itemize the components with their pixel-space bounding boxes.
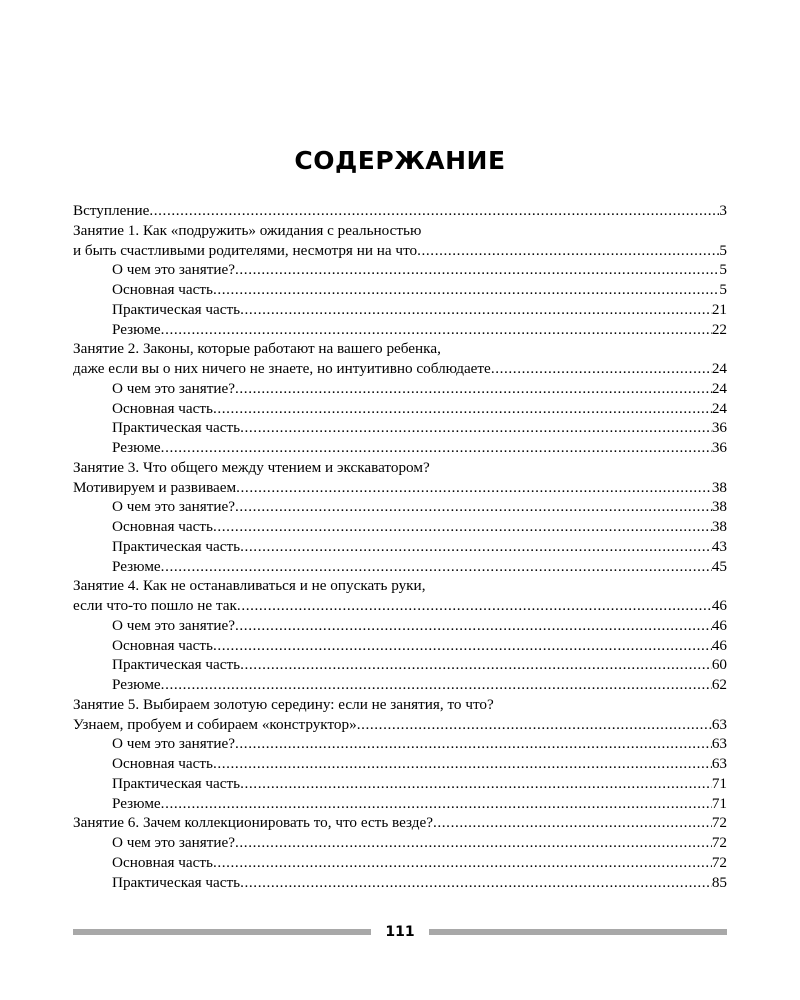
toc-subentry[interactable] — [73, 774, 727, 794]
toc-entry-title: Основная часть — [112, 518, 213, 535]
toc-entry-title: Резюме — [112, 439, 161, 456]
toc-subentry[interactable] — [73, 557, 727, 577]
toc-leader-dots — [240, 300, 712, 320]
toc-entry-title: Резюме — [112, 320, 161, 338]
toc-page-number: 43 — [711, 537, 727, 555]
toc-leader-dots — [213, 399, 712, 419]
toc-entry-title: О чем это занятие? — [112, 616, 235, 634]
toc-entry-title: Основная часть — [112, 755, 213, 772]
toc-entry[interactable] — [73, 478, 727, 498]
toc-page-number: 36 — [711, 439, 727, 456]
toc-entry-title: Практическая часть — [112, 656, 241, 674]
toc-leader-dots — [235, 260, 719, 280]
toc-entry-title: Мотивируем и развиваем — [73, 478, 237, 496]
toc-subentry[interactable] — [73, 734, 727, 754]
toc-entry-title: Резюме — [112, 794, 161, 812]
toc-entry[interactable] — [73, 201, 727, 221]
toc-page-number: 5 — [719, 241, 727, 259]
page-number: 111 — [385, 924, 415, 940]
toc-entry[interactable] — [73, 576, 727, 596]
toc-entry-title: Практическая часть — [112, 774, 241, 792]
toc-entry-title: Практическая часть — [112, 537, 241, 555]
toc-entry[interactable] — [73, 359, 727, 379]
toc-entry-title: если что-то пошло не так — [73, 597, 237, 614]
toc-leader-dots — [240, 774, 712, 794]
toc-leader-dots — [491, 359, 712, 379]
toc-subentry[interactable] — [73, 675, 727, 695]
toc-subentry[interactable] — [73, 517, 727, 537]
toc-entry-title: О чем это занятие? — [112, 498, 235, 516]
toc-page-number: 38 — [711, 498, 727, 516]
toc-page-number: 5 — [719, 261, 727, 279]
toc-page-number: 62 — [711, 676, 727, 693]
toc-page-number: 63 — [711, 755, 727, 772]
toc-entry-title: Резюме — [112, 557, 161, 575]
toc-leader-dots — [240, 537, 712, 557]
toc-leader-dots — [240, 655, 712, 675]
toc-page-number: 5 — [719, 281, 727, 298]
toc-entry-title: Резюме — [112, 676, 161, 693]
toc-leader-dots — [161, 438, 712, 458]
toc-page-number: 46 — [711, 597, 727, 614]
toc-entry-title: Занятие 6. Зачем коллекционировать то, что есть везде? — [73, 814, 433, 832]
toc-page-number: 46 — [711, 636, 727, 654]
toc-entry-title: Занятие 4. Как не останавливаться и не опускать руки, — [73, 577, 426, 595]
toc-subentry[interactable] — [73, 873, 727, 893]
toc-page-number: 24 — [711, 379, 727, 397]
toc-leader-dots — [417, 241, 719, 261]
toc-page-number: 22 — [711, 320, 727, 338]
toc-subentry[interactable] — [73, 280, 727, 300]
toc-subentry[interactable] — [73, 260, 727, 280]
toc-page-number: 63 — [711, 715, 727, 733]
toc-entry-title: даже если вы о них ничего не знаете, но интуитивно соблюдаете — [73, 360, 491, 377]
toc-entry[interactable] — [73, 813, 727, 833]
toc-entry-title: Практическая часть — [112, 300, 241, 318]
toc-subentry[interactable] — [73, 616, 727, 636]
toc-leader-dots — [240, 418, 712, 438]
toc-page-number: 45 — [711, 557, 727, 575]
toc-page-number: 71 — [711, 794, 727, 812]
toc-leader-dots — [235, 616, 712, 636]
toc-subentry[interactable] — [73, 636, 727, 656]
toc-entry-title: Узнаем, пробуем и собираем «конструктор» — [73, 715, 357, 733]
toc-subentry[interactable] — [73, 833, 727, 853]
toc-leader-dots — [236, 478, 712, 498]
toc-leader-dots — [161, 675, 712, 695]
toc-entry-title: Занятие 3. Что общего между чтением и экскаватором? — [73, 458, 430, 476]
toc-page-number: 38 — [711, 518, 727, 535]
toc-entry[interactable] — [73, 596, 727, 616]
toc-entry-title: Практическая часть — [112, 419, 241, 437]
table-of-contents — [73, 201, 727, 892]
toc-entry[interactable] — [73, 695, 727, 715]
footer-rule-right — [429, 929, 727, 935]
toc-page-number: 60 — [711, 656, 727, 674]
toc-leader-dots — [240, 873, 712, 893]
toc-entry[interactable] — [73, 241, 727, 261]
toc-page-number: 72 — [711, 853, 727, 871]
toc-leader-dots — [161, 320, 712, 340]
toc-leader-dots — [213, 280, 719, 300]
toc-subentry[interactable] — [73, 537, 727, 557]
toc-subentry[interactable] — [73, 853, 727, 873]
toc-leader-dots — [237, 596, 712, 616]
toc-leader-dots — [357, 715, 712, 735]
toc-subentry[interactable] — [73, 754, 727, 774]
toc-leader-dots — [161, 557, 712, 577]
toc-entry-title: Вступление — [73, 202, 150, 219]
toc-leader-dots — [149, 201, 719, 221]
toc-subentry[interactable] — [73, 655, 727, 675]
toc-subentry[interactable] — [73, 497, 727, 517]
toc-leader-dots — [235, 379, 712, 399]
toc-subentry[interactable] — [73, 379, 727, 399]
toc-entry-title: Занятие 1. Как «подружить» ожидания с реальностью — [73, 221, 422, 239]
toc-leader-dots — [213, 517, 712, 537]
toc-page-number: 46 — [711, 616, 727, 634]
toc-entry-title: Основная часть — [112, 399, 213, 417]
toc-page-number: 38 — [711, 478, 727, 496]
toc-subentry[interactable] — [73, 418, 727, 438]
toc-entry-title: Практическая часть — [112, 873, 241, 891]
toc-entry[interactable] — [73, 715, 727, 735]
toc-entry-title: О чем это занятие? — [112, 735, 235, 753]
toc-leader-dots — [213, 853, 712, 873]
toc-entry[interactable] — [73, 458, 727, 478]
toc-page-number: 3 — [719, 202, 727, 219]
toc-entry[interactable] — [73, 221, 727, 241]
toc-leader-dots — [213, 754, 712, 774]
toc-leader-dots — [235, 497, 712, 517]
toc-entry-title: Основная часть — [112, 281, 213, 298]
toc-leader-dots — [433, 813, 712, 833]
toc-subentry[interactable] — [73, 794, 727, 814]
toc-leader-dots — [235, 833, 712, 853]
toc-page-number: 36 — [711, 419, 727, 437]
toc-page-number: 63 — [711, 735, 727, 753]
toc-entry-title: Основная часть — [112, 636, 213, 654]
toc-page-number: 72 — [711, 834, 727, 851]
toc-entry-title: Занятие 5. Выбираем золотую середину: если не занятия, то что? — [73, 695, 494, 713]
toc-subentry[interactable] — [73, 399, 727, 419]
toc-page-number: 72 — [711, 814, 727, 832]
toc-entry-title: О чем это занятие? — [112, 261, 235, 279]
toc-subentry[interactable] — [73, 438, 727, 458]
toc-leader-dots — [161, 794, 712, 814]
toc-leader-dots — [213, 636, 712, 656]
page-footer — [73, 924, 727, 940]
toc-page-number: 21 — [711, 300, 727, 318]
toc-page-number: 24 — [711, 360, 727, 377]
footer-rule-left — [73, 929, 371, 935]
toc-entry-title: О чем это занятие? — [112, 379, 235, 397]
toc-entry-title: Основная часть — [112, 853, 213, 871]
toc-subentry[interactable] — [73, 320, 727, 340]
page-title: СОДЕРЖАНИЕ — [294, 146, 506, 175]
toc-page-number: 85 — [711, 873, 727, 891]
toc-entry[interactable] — [73, 339, 727, 359]
toc-page-number: 71 — [711, 774, 727, 792]
toc-leader-dots — [235, 734, 712, 754]
toc-entry-title: О чем это занятие? — [112, 834, 235, 851]
toc-entry-title: и быть счастливыми родителями, несмотря ни на что — [73, 241, 418, 259]
toc-entry-title: Занятие 2. Законы, которые работают на вашего ребенка, — [73, 340, 441, 358]
toc-subentry[interactable] — [73, 300, 727, 320]
toc-page-number: 24 — [711, 399, 727, 417]
